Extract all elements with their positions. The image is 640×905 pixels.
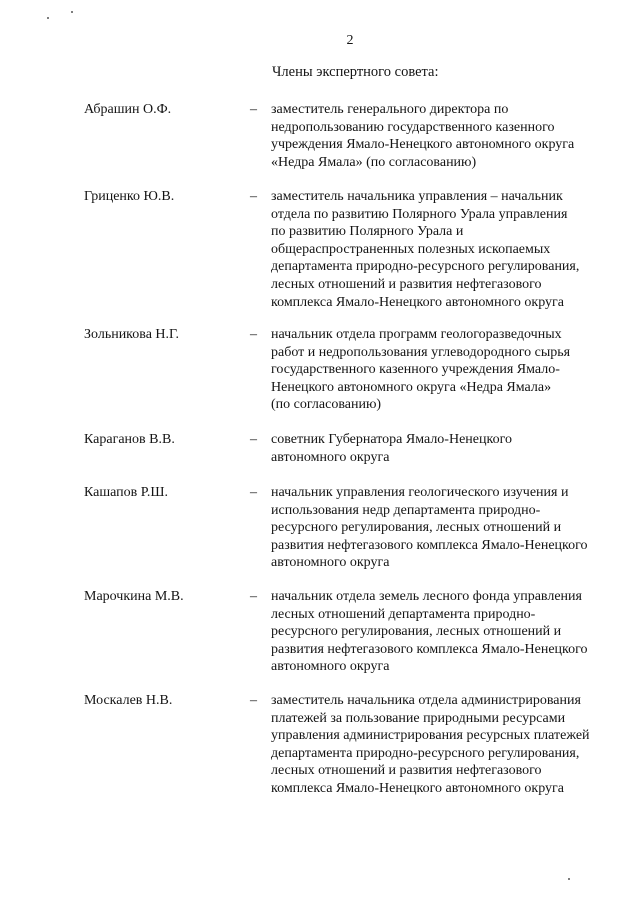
dash-separator: – xyxy=(250,432,257,447)
member-name: Абрашин О.Ф. xyxy=(84,102,172,117)
member-name: Кашапов Р.Ш. xyxy=(84,485,168,500)
member-name: Гриценко Ю.В. xyxy=(84,189,175,204)
member-role: начальник управления геологического изучения и использования недр департамента природно- ресурсного регулирования, лесных отношений и развития нефтегазового комплекса Ямало-Ненецкого автономного округа xyxy=(271,485,588,571)
member-role: советник Губернатора Ямало-Ненецкого автономного округа xyxy=(271,432,512,465)
dash-separator: – xyxy=(250,485,257,500)
dash-separator: – xyxy=(250,102,257,117)
member-name: Москалев Н.В. xyxy=(84,693,173,708)
scan-speck xyxy=(47,17,49,19)
dash-separator: – xyxy=(250,589,257,604)
member-name: Зольникова Н.Г. xyxy=(84,327,180,342)
dash-separator: – xyxy=(250,189,257,204)
member-role: начальник отдела программ геологоразведочных работ и недропользования углеводородного сырья государственного казенного учреждения Ямало- Ненецкого автономного округа «Недра Ямала» (по согласованию) xyxy=(271,327,571,413)
member-name: Марочкина М.В. xyxy=(84,589,184,604)
member-role: начальник отдела земель лесного фонда управления лесных отношений департамента природно- ресурсного регулирования, лесных отношений и развития нефтегазового комплекса Ямало-Ненецкого автономного округа xyxy=(271,589,588,675)
member-name: Караганов В.В. xyxy=(84,432,175,447)
section-heading: Члены экспертного совета: xyxy=(272,64,439,80)
member-role: заместитель генерального директора по недропользованию государственного казенного учреждения Ямало-Ненецкого автономного округа «Недра Ямала» (по согласованию) xyxy=(271,102,575,170)
page-number: 2 xyxy=(346,33,354,48)
scan-speck xyxy=(71,11,73,13)
member-role: заместитель начальника отдела администрирования платежей за пользование природными ресурсами управления администрирования ресурсных платежей департамента природно-ресурсного регулирования, лесных отношений и развития нефтегазового комплекса Ямало-Ненецкого автономного округа xyxy=(271,693,590,796)
member-role: заместитель начальника управления – начальник отдела по развитию Полярного Урала управления по развитию Полярного Урала и общераспространенных полезных ископаемых департамента природно-ресурсного регулирования, лесных отношений и развития нефтегазового комплекса Ямало-Ненецкого автономного округа xyxy=(271,189,580,310)
dash-separator: – xyxy=(250,327,257,342)
dash-separator: – xyxy=(250,693,257,708)
scan-speck xyxy=(568,878,570,880)
